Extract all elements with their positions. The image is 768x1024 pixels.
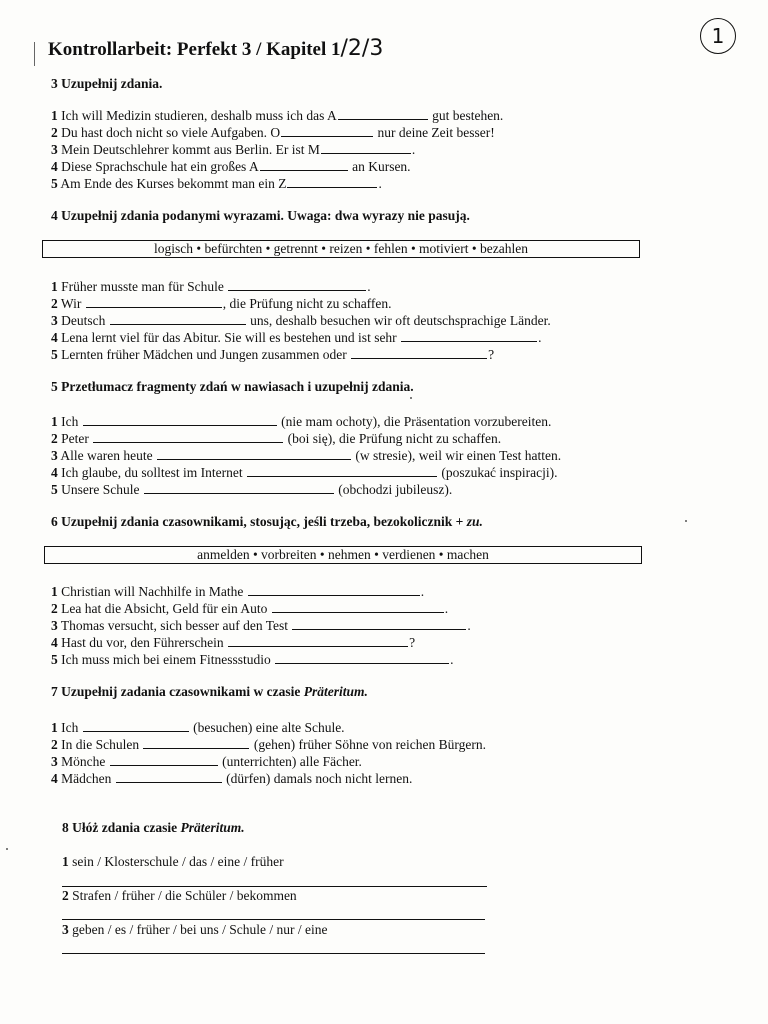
- item-text-end: uns, deshalb besuchen wir oft deutschsprachige Länder.: [250, 313, 551, 328]
- answer-line-1[interactable]: [62, 886, 487, 887]
- answer-blank[interactable]: [351, 346, 487, 359]
- item-text-end: an Kursen.: [352, 159, 411, 174]
- item-text-end: ?: [409, 635, 416, 650]
- item-number: 2: [51, 737, 58, 752]
- answer-blank[interactable]: [144, 481, 334, 494]
- item-text-end: , die Prüfung nicht zu schaffen.: [222, 296, 392, 311]
- s5-item-2: [51, 430, 501, 447]
- handwritten-page-number: 1: [700, 18, 736, 54]
- item-text-end: (nie mam ochoty), die Präsentation vorzubereiten.: [281, 414, 552, 429]
- answer-blank[interactable]: [83, 413, 277, 426]
- s6-item-2: [51, 600, 448, 617]
- item-text-end: (obchodzi jubileusz).: [338, 482, 453, 497]
- item-text-end: .: [444, 601, 449, 616]
- item-text-end: .: [538, 330, 542, 345]
- item-text-end: .: [378, 176, 382, 191]
- item-text-end: .: [411, 142, 416, 157]
- answer-blank[interactable]: [272, 600, 444, 613]
- answer-blank[interactable]: [143, 736, 249, 749]
- answer-blank[interactable]: [83, 719, 189, 732]
- heading-italic: Präteritum.: [180, 820, 245, 835]
- s3-item-2: [51, 124, 495, 141]
- answer-blank[interactable]: [338, 107, 428, 120]
- section-5-heading: 5 Przetłumacz fragmenty zdań w nawiasach i uzupełnij zdania.: [51, 379, 414, 394]
- scan-speck: [410, 397, 412, 399]
- section-7-heading: [51, 684, 368, 700]
- item-text: Früher musste man für Schule: [61, 279, 224, 294]
- item-text-end: (dürfen) damals noch nicht lernen.: [226, 771, 413, 786]
- item-text-end: nur deine Zeit besser!: [377, 125, 495, 140]
- item-text: Unsere Schule: [61, 482, 140, 497]
- answer-blank[interactable]: [86, 295, 222, 308]
- item-number: 4: [51, 159, 58, 174]
- item-text: Ich: [61, 720, 79, 735]
- item-text-end: .: [367, 279, 371, 294]
- item-number: 4: [51, 635, 58, 650]
- item-number: 2: [51, 601, 58, 616]
- item-text: Ich: [61, 414, 79, 429]
- answer-blank[interactable]: [228, 278, 366, 291]
- s6-item-4: [51, 634, 415, 651]
- answer-blank[interactable]: [110, 312, 246, 325]
- section-6-heading: [51, 514, 483, 530]
- s7-item-3: [51, 753, 362, 770]
- item-text: Mönche: [61, 754, 106, 769]
- item-text-end: (besuchen) eine alte Schule.: [193, 720, 345, 735]
- page-title: [48, 36, 383, 61]
- item-text: Wir: [60, 296, 82, 311]
- heading-text: 8 Ułóż zdania czasie: [62, 820, 178, 835]
- item-text-end: .: [420, 584, 425, 599]
- s5-item-4: [51, 464, 558, 481]
- section-3-heading: 3 Uzupełnij zdania.: [51, 76, 163, 91]
- s5-item-5: [51, 481, 452, 498]
- item-text: Ich muss mich bei einem Fitnessstudio: [61, 652, 271, 667]
- item-text: In die Schulen: [61, 737, 140, 752]
- s4-item-2: [51, 295, 392, 312]
- heading-italic: Präteritum.: [303, 684, 368, 699]
- answer-blank[interactable]: [321, 141, 411, 154]
- item-text-end: (unterrichten) alle Fächer.: [222, 754, 362, 769]
- heading-italic: zu.: [466, 514, 483, 529]
- item-text: Am Ende des Kurses bekommt man ein Z: [60, 176, 287, 191]
- answer-blank[interactable]: [401, 329, 537, 342]
- answer-blank[interactable]: [275, 651, 449, 664]
- section-8-heading: [62, 820, 245, 836]
- item-number: 2: [51, 431, 58, 446]
- s6-item-5: [51, 651, 453, 668]
- item-text: Du hast doch nicht so viele Aufgaben. O: [61, 125, 281, 140]
- answer-blank[interactable]: [287, 175, 377, 188]
- item-text: Alle waren heute: [60, 448, 153, 463]
- item-text-end: (poszukać inspiracji).: [441, 465, 558, 480]
- s6-item-3: [51, 617, 471, 634]
- item-text-end: .: [467, 618, 471, 633]
- item-number: 2: [51, 125, 58, 140]
- item-text: Strafen / früher / die Schüler / bekommen: [72, 888, 297, 903]
- item-text: Peter: [61, 431, 89, 446]
- s4-item-5: [51, 346, 494, 363]
- answer-blank[interactable]: [247, 464, 437, 477]
- item-number: 1: [51, 584, 58, 599]
- item-text: sein / Klosterschule / das / eine / früher: [72, 854, 284, 869]
- item-text: Hast du vor, den Führerschein: [61, 635, 224, 650]
- s7-item-1: [51, 719, 345, 736]
- item-text-end: gut bestehen.: [432, 108, 504, 123]
- heading-text: 7 Uzupełnij zadania czasownikami w czasie: [51, 684, 301, 699]
- word-bank-6: anmelden • vorbreiten • nehmen • verdienen • machen: [44, 546, 642, 564]
- item-text-end: .: [450, 652, 454, 667]
- answer-blank[interactable]: [228, 634, 408, 647]
- item-text-end: (w stresie), weil wir einen Test hatten.: [355, 448, 562, 463]
- s3-item-4: [51, 158, 411, 175]
- item-number: 3: [51, 618, 58, 633]
- item-number: 2: [51, 296, 58, 311]
- item-text: Ich will Medizin studieren, deshalb muss ich das A: [61, 108, 337, 123]
- answer-line-3[interactable]: [62, 953, 485, 954]
- item-number: 4: [51, 465, 58, 480]
- s8-item-3: [62, 922, 327, 938]
- item-text: Diese Sprachschule hat ein großes A: [61, 159, 259, 174]
- s3-item-5: [51, 175, 382, 192]
- item-text: Ich glaube, du solltest im Internet: [61, 465, 243, 480]
- item-number: 5: [51, 652, 58, 667]
- s7-item-4: [51, 770, 412, 787]
- s8-item-1: [62, 854, 284, 870]
- answer-blank[interactable]: [248, 583, 420, 596]
- answer-blank[interactable]: [157, 447, 351, 460]
- s4-item-3: [51, 312, 551, 329]
- item-number: 3: [51, 313, 58, 328]
- item-text-end: (gehen) früher Söhne von reichen Bürgern.: [253, 737, 487, 752]
- item-number: 1: [51, 108, 58, 123]
- item-text: Christian will Nachhilfe in Mathe: [61, 584, 244, 599]
- section-4-heading: 4 Uzupełnij zdania podanymi wyrazami. Uwaga: dwa wyrazy nie pasują.: [51, 208, 470, 223]
- item-number: 5: [51, 347, 58, 362]
- scan-speck: [685, 520, 687, 522]
- s3-item-3: [51, 141, 415, 158]
- item-number: 3: [62, 922, 69, 937]
- word-bank-4: logisch • befürchten • getrennt • reizen • fehlen • motiviert • bezahlen: [42, 240, 640, 258]
- answer-blank[interactable]: [260, 158, 348, 171]
- scan-speck: [6, 848, 8, 850]
- item-number: 4: [51, 330, 58, 345]
- s5-item-1: [51, 413, 551, 430]
- answer-blank[interactable]: [93, 430, 283, 443]
- s7-item-2: [51, 736, 486, 753]
- heading-text: 6 Uzupełnij zdania czasownikami, stosując, jeśli trzeba, bezokolicznik +: [51, 514, 464, 529]
- item-number: 4: [51, 771, 58, 786]
- s4-item-4: [51, 329, 541, 346]
- item-text: Mädchen: [61, 771, 112, 786]
- title-text: Kontrollarbeit: Perfekt 3 / Kapitel 1: [48, 39, 341, 60]
- item-number: 3: [51, 142, 58, 157]
- item-text: Lena lernt viel für das Abitur. Sie will es bestehen und ist sehr: [61, 330, 397, 345]
- answer-line-2[interactable]: [62, 919, 485, 920]
- item-number: 5: [51, 482, 58, 497]
- item-number: 1: [51, 279, 58, 294]
- item-number: 3: [51, 754, 58, 769]
- s5-item-3: [51, 447, 561, 464]
- item-text-end: ?: [488, 347, 495, 362]
- s4-item-1: [51, 278, 371, 295]
- item-text: Thomas versucht, sich besser auf den Test: [60, 618, 289, 633]
- item-number: 1: [51, 414, 58, 429]
- answer-blank[interactable]: [110, 753, 218, 766]
- item-number: 3: [51, 448, 58, 463]
- item-text: Mein Deutschlehrer kommt aus Berlin. Er ist M: [61, 142, 320, 157]
- item-text-end: (boi się), die Prüfung nicht zu schaffen.: [287, 431, 502, 446]
- item-number: 2: [62, 888, 69, 903]
- answer-blank[interactable]: [116, 770, 222, 783]
- item-number: 1: [51, 720, 58, 735]
- answer-blank[interactable]: [292, 617, 466, 630]
- item-text: geben / es / früher / bei uns / Schule / nur / eine: [72, 922, 328, 937]
- item-text: Lernten früher Mädchen und Jungen zusammen oder: [61, 347, 347, 362]
- item-text: Deutsch: [61, 313, 106, 328]
- item-number: 5: [51, 176, 58, 191]
- item-text: Lea hat die Absicht, Geld für ein Auto: [61, 601, 268, 616]
- answer-blank[interactable]: [281, 124, 373, 137]
- s8-item-2: [62, 888, 297, 904]
- s3-item-1: [51, 107, 503, 124]
- handwritten-chapters: /2/3: [340, 36, 384, 61]
- margin-rule: [34, 42, 35, 66]
- item-number: 1: [62, 854, 69, 869]
- s6-item-1: [51, 583, 424, 600]
